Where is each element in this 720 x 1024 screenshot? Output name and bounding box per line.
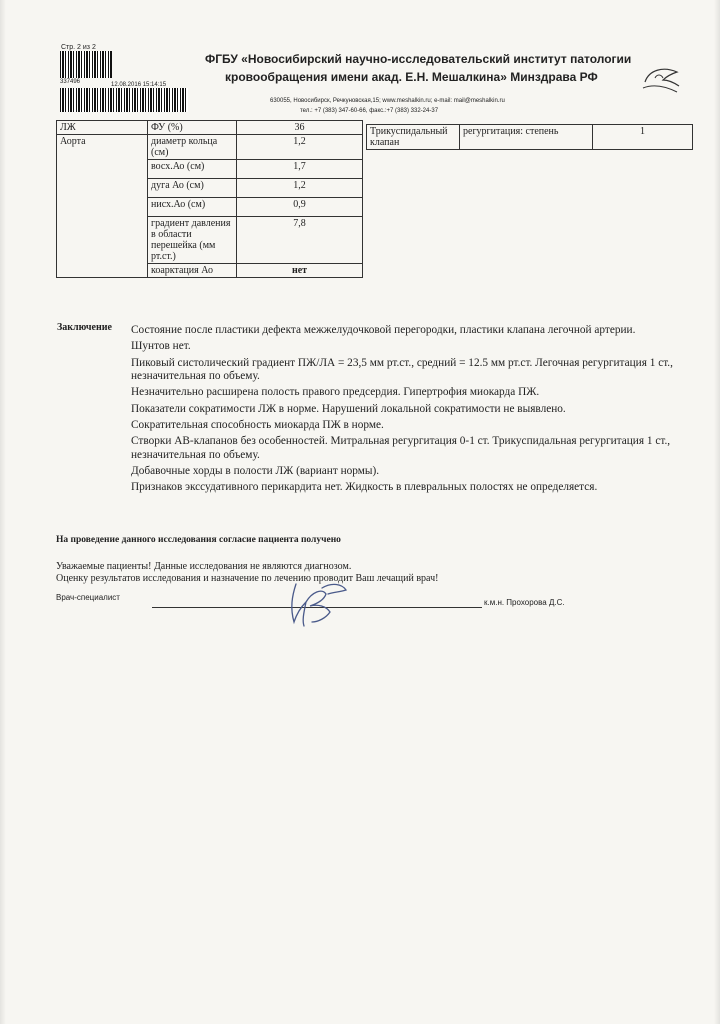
value-cell: 1 xyxy=(593,125,693,150)
conclusion-paragraph: Показатели сократимости ЛЖ в норме. Нарушений локальной сократимости не выявлено. xyxy=(131,402,566,415)
institution-name-line2: кровообращения имени акад. Е.Н. Мешалкина» Минздрава РФ xyxy=(225,70,598,84)
institution-name-line1: ФГБУ «Новосибирский научно-исследовательский институт патологии xyxy=(205,52,632,66)
param-cell: диаметр кольца (см) xyxy=(148,135,237,160)
param-cell: коарктация Ао xyxy=(148,264,237,278)
value-cell: 1,2 xyxy=(237,135,363,160)
conclusion-paragraph: Признаков экссудативного перикардита нет. Жидкость в плевральных полостях не определяется. xyxy=(131,481,598,494)
conclusion-paragraph: Шунтов нет. xyxy=(131,340,191,353)
scan-edge-right xyxy=(714,0,720,1024)
print-datetime: 12.08.2016 15:14:15 xyxy=(111,82,167,88)
table-row xyxy=(367,125,693,150)
conclusion-paragraph: Пиковый систолический градиент ПЖ/ЛА = 23,5 мм рт.ст., средний = 12.5 мм рт.ст. Легочная регургитация 1 ст., незначительная по объему. xyxy=(131,356,673,383)
page-number: Стр. 2 из 2 xyxy=(61,44,96,51)
measurements-table xyxy=(56,120,363,278)
conclusion-paragraph: Состояние после пластики дефекта межжелудочковой перегородки, пластики клапана легочной артерии. xyxy=(131,324,636,336)
tricuspid-table xyxy=(366,124,693,150)
patient-notice-line2: Оценку результатов исследования и назначение по лечению проводит Ваш лечащий врач! xyxy=(56,573,439,584)
value-cell: 1,2 xyxy=(237,179,363,198)
param-cell: ФУ (%) xyxy=(148,121,237,135)
institution-logo xyxy=(637,60,685,100)
conclusion-paragraph: Незначительно расширена полость правого предсердия. Гипертрофия миокарда ПЖ. xyxy=(131,386,540,399)
table-row xyxy=(57,135,363,160)
param-cell: регургитация: степень xyxy=(460,125,593,150)
value-cell: 7,8 xyxy=(237,217,363,264)
section-cell: Аорта xyxy=(57,135,148,278)
conclusion-text xyxy=(131,324,691,498)
table-row xyxy=(57,121,363,135)
param-cell: дуга Ао (см) xyxy=(148,179,237,198)
conclusion-paragraph: Створки АВ-клапанов без особенностей. Митральная регургитация 0-1 ст. Трикуспидальная регургитация 1 ст., незначительная по объему. xyxy=(131,435,671,461)
value-cell: 1,7 xyxy=(237,160,363,179)
param-cell: восх.Ао (см) xyxy=(148,160,237,179)
barcode-bottom xyxy=(60,88,188,112)
value-cell: нет xyxy=(237,264,363,278)
conclusion-label: Заключение xyxy=(57,322,112,333)
value-cell: 36 xyxy=(237,121,363,135)
institution-phone: тел.: +7 (383) 347-60-66, факс.:+7 (383) 332-24-37 xyxy=(300,108,439,114)
value-cell: 0,9 xyxy=(237,198,363,217)
consent-statement: На проведение данного исследования согласие пациента получено xyxy=(56,535,341,545)
handwritten-signature xyxy=(282,578,352,630)
section-cell: ЛЖ xyxy=(57,121,148,135)
institution-address: 630055, Новосибирск, Речкуновская,15; www.meshalkin.ru; e-mail: mail@meshalkin.ru xyxy=(270,98,505,104)
barcode-number: 337496 xyxy=(60,79,81,85)
scan-edge-left xyxy=(0,0,6,1024)
conclusion-paragraph: Сократительная способность миокарда ПЖ в норме. xyxy=(131,418,384,431)
doctor-name: к.м.н. Прохорова Д.С. xyxy=(484,598,565,607)
param-cell: градиент давления в области перешейка (мм рт.ст.) xyxy=(148,217,237,264)
section-cell: Трикуспидальный клапан xyxy=(367,125,460,150)
doctor-label: Врач-специалист xyxy=(56,593,120,602)
conclusion-paragraph: Добавочные хорды в полости ЛЖ (вариант нормы). xyxy=(131,465,380,478)
barcode-top xyxy=(60,51,112,78)
patient-notice-line1: Уважаемые пациенты! Данные исследования не являются диагнозом. xyxy=(56,561,352,572)
param-cell: нисх.Ао (см) xyxy=(148,198,237,217)
